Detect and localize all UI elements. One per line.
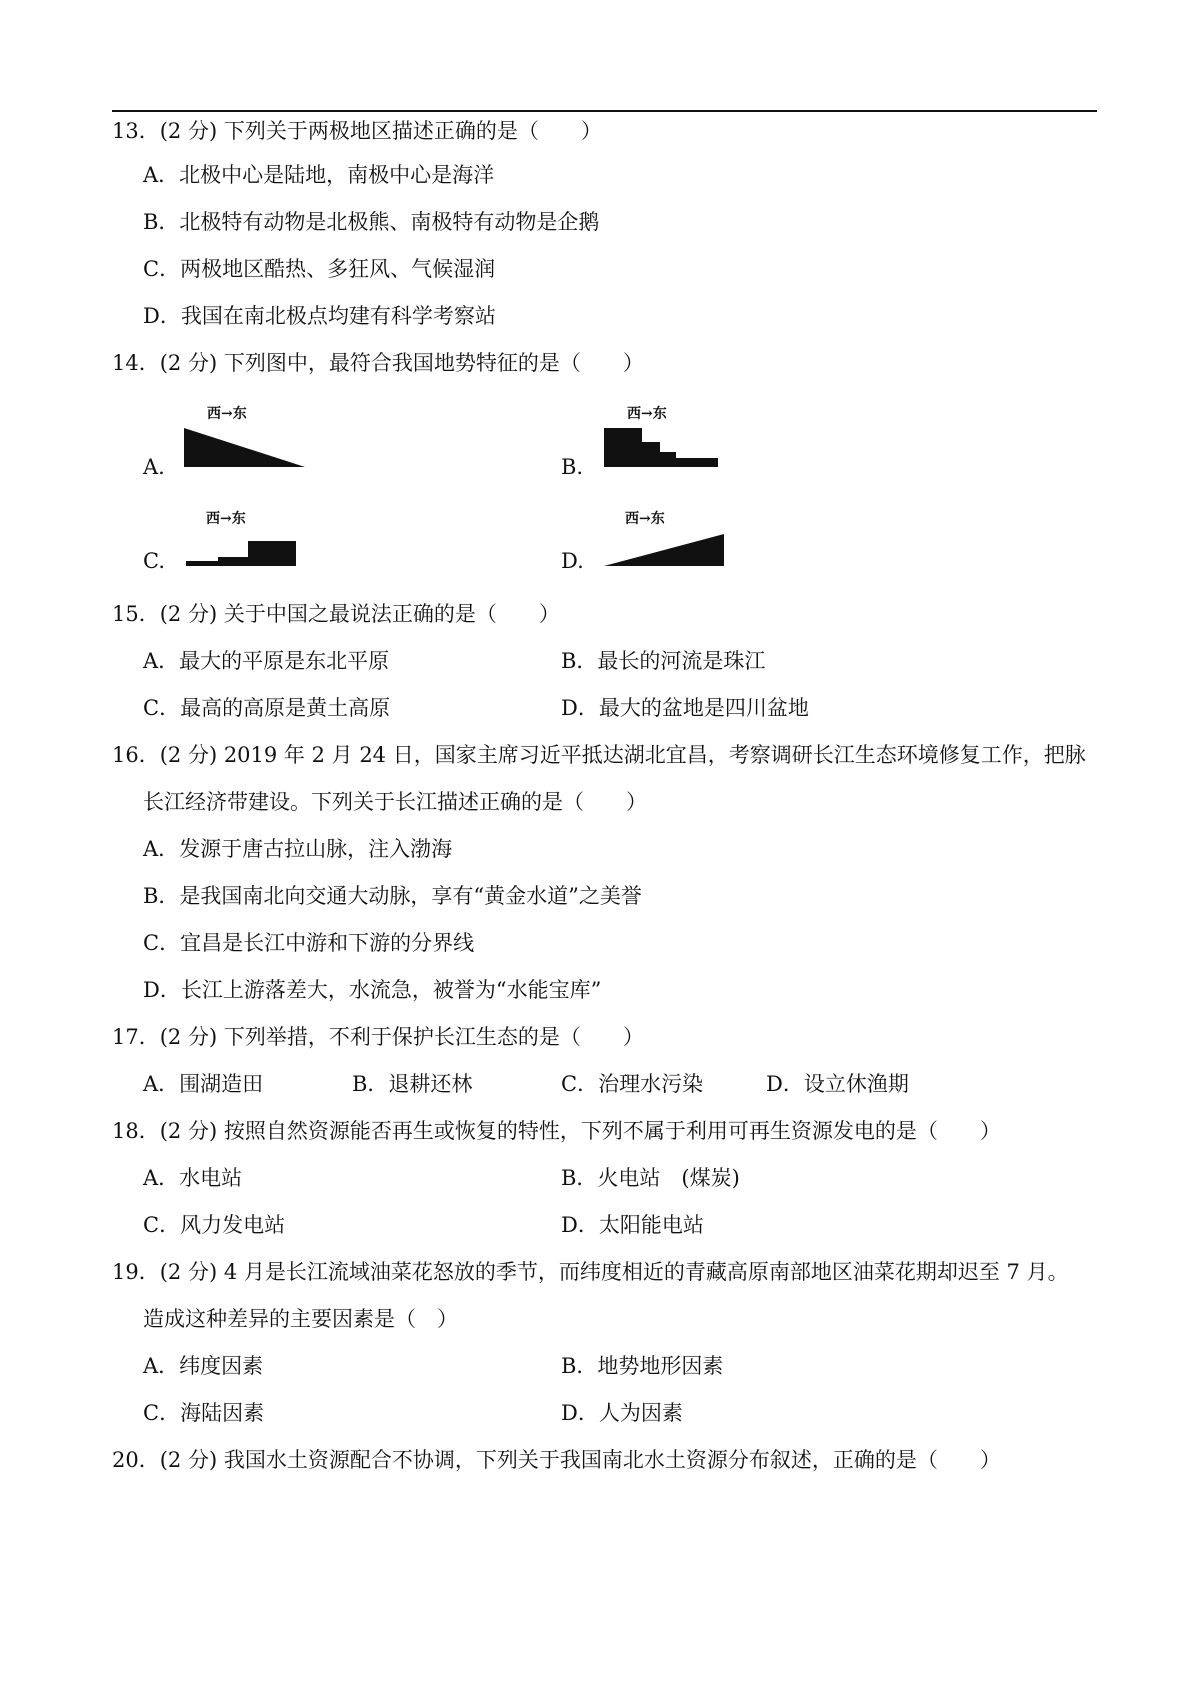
question-18-option-b: B．火电站 (煤炭) <box>561 1166 740 1190</box>
question-14-option-a: A. <box>143 455 165 479</box>
question-17-option-c: C．治理水污染 <box>561 1072 704 1096</box>
question-15-option-a: A．最大的平原是东北平原 <box>143 649 390 673</box>
question-19-stem-line2: 造成这种差异的主要因素是（ ） <box>143 1307 458 1331</box>
question-19-option-d: D．人为因素 <box>561 1401 683 1425</box>
question-14-option-c: C. <box>143 549 165 573</box>
figure-b-label: 西→东 <box>627 406 667 422</box>
question-18-option-a: A．水电站 <box>143 1166 243 1190</box>
question-19-option-c: C．海陆因素 <box>143 1401 265 1425</box>
question-19-option-b: B．地势地形因素 <box>561 1354 724 1378</box>
question-17-stem: 17．(2 分) 下列举措，不利于保护长江生态的是（ ） <box>112 1025 644 1049</box>
question-17-option-a: A．围湖造田 <box>143 1072 264 1096</box>
question-14-option-d: D. <box>561 549 584 573</box>
question-17-option-b: B．退耕还林 <box>352 1072 473 1096</box>
question-18-option-d: D．太阳能电站 <box>561 1213 704 1237</box>
figure-d-terrain <box>600 528 730 570</box>
figure-a-label: 西→东 <box>207 406 247 422</box>
question-19-stem-line1: 19．(2 分) 4 月是长江流域油菜花怒放的季节，而纬度相近的青藏高原南部地区油菜花期却迟至 7 月。 <box>112 1260 1069 1284</box>
figure-b-terrain <box>600 424 730 470</box>
figure-a-terrain <box>180 424 310 470</box>
question-13-stem: 13．(2 分) 下列关于两极地区描述正确的是（ ） <box>112 119 602 143</box>
question-13-option-a: A．北极中心是陆地，南极中心是海洋 <box>143 163 495 187</box>
question-18-stem: 18．(2 分) 按照自然资源能否再生或恢复的特性，下列不属于利用可再生资源发电的是（ ） <box>112 1119 1001 1143</box>
question-15-option-b: B．最长的河流是珠江 <box>561 649 766 673</box>
question-13-option-b: B．北极特有动物是北极熊、南极特有动物是企鹅 <box>143 210 600 234</box>
header-rule <box>112 110 1097 112</box>
question-16-option-a: A．发源于唐古拉山脉，注入渤海 <box>143 837 453 861</box>
question-15-option-d: D．最大的盆地是四川盆地 <box>561 696 809 720</box>
question-16-stem-line1: 16．(2 分) 2019 年 2 月 24 日，国家主席习近平抵达湖北宜昌，考察调研长江生态环境修复工作，把脉 <box>112 743 1086 767</box>
question-18-option-c: C．风力发电站 <box>143 1213 286 1237</box>
question-15-option-c: C．最高的高原是黄土高原 <box>143 696 391 720</box>
question-19-option-a: A．纬度因素 <box>143 1354 264 1378</box>
question-17-option-d: D．设立休渔期 <box>766 1072 909 1096</box>
question-16-option-d: D．长江上游落差大，水流急，被誉为“水能宝库” <box>143 978 602 1002</box>
figure-c-terrain <box>182 528 302 570</box>
question-14-stem: 14．(2 分) 下列图中，最符合我国地势特征的是（ ） <box>112 351 644 375</box>
question-14-option-b: B. <box>561 455 584 479</box>
question-16-option-c: C．宜昌是长江中游和下游的分界线 <box>143 931 475 955</box>
figure-c-label: 西→东 <box>206 511 246 527</box>
question-13-option-c: C．两极地区酷热、多狂风、气候湿润 <box>143 257 496 281</box>
question-13-option-d: D．我国在南北极点均建有科学考察站 <box>143 304 496 328</box>
figure-d-label: 西→东 <box>625 511 665 527</box>
question-20-stem: 20．(2 分) 我国水土资源配合不协调，下列关于我国南北水土资源分布叙述，正确的是（ ） <box>112 1448 1001 1472</box>
question-15-stem: 15．(2 分) 关于中国之最说法正确的是（ ） <box>112 602 560 626</box>
question-16-option-b: B．是我国南北向交通大动脉，享有“黄金水道”之美誉 <box>143 884 642 908</box>
question-16-stem-line2: 长江经济带建设。下列关于长江描述正确的是（ ） <box>143 790 647 814</box>
